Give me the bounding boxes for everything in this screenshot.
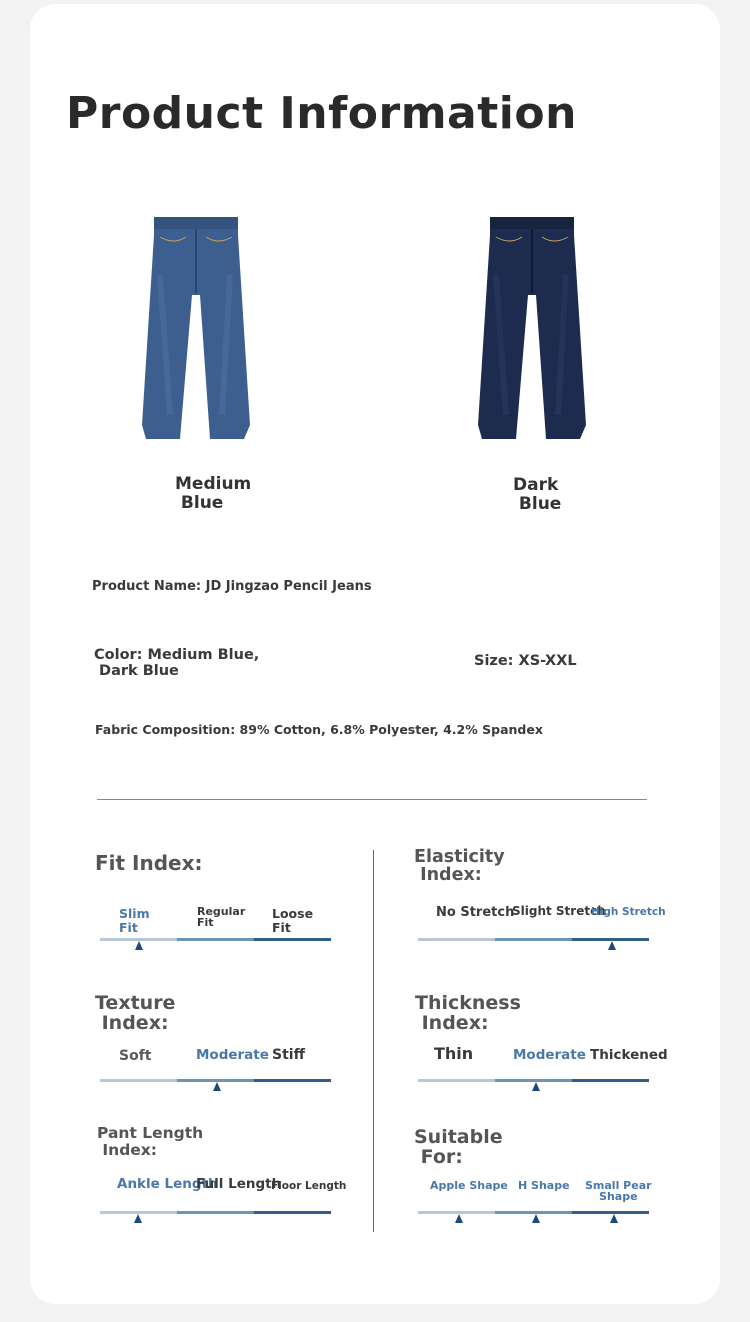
variant-label-dark-blue: Dark Blue [513,475,562,514]
thickness-option-thin: Thin [434,1044,474,1063]
thickness-index-title: Thickness Index: [415,992,521,1034]
suitable-marker-small-pear-shape [610,1214,618,1223]
elasticity-index-title: Elasticity Index: [414,847,505,885]
product-size: Size: XS-XXL [474,653,577,669]
product-name: Product Name: JD Jingzao Pencil Jeans [92,579,372,594]
fabric-composition: Fabric Composition: 89% Cotton, 6.8% Polyester, 4.2% Spandex [95,722,543,737]
suitable-marker-h-shape [532,1214,540,1223]
elasticity-option-no-stretch: No Stretch [436,905,515,920]
pant-length-option-full: Full Length [196,1176,282,1192]
column-divider [373,850,374,1232]
page-title: Product Information [66,88,577,139]
suitable-option-h-shape: H Shape [518,1179,570,1192]
fit-index-marker [135,941,143,950]
fit-index-title: Fit Index: [95,851,203,875]
variant-label-medium-blue: Medium Blue [175,474,252,513]
pant-length-option-floor: Floor Length [271,1180,347,1192]
elasticity-option-high-stretch: High Stretch [591,906,666,918]
pant-length-index-marker [134,1214,142,1223]
texture-option-stiff: Stiff [272,1047,305,1063]
dark-blue-jeans-image [476,215,591,443]
fit-option-regular: Regular Fit [197,905,246,929]
section-divider [97,799,647,800]
fit-option-loose: Loose Fit [272,906,314,935]
thickness-option-thickened: Thickened [590,1047,668,1063]
thickness-option-moderate: Moderate [513,1047,586,1063]
product-color: Color: Medium Blue, Dark Blue [94,647,260,679]
texture-option-soft: Soft [119,1048,152,1064]
thickness-index-marker [532,1082,540,1091]
elasticity-index-marker [608,941,616,950]
suitable-marker-apple-shape [455,1214,463,1223]
pant-length-option-ankle: Ankle Length [117,1176,218,1192]
suitable-for-title: Suitable For: [414,1126,503,1168]
fit-option-slim: Slim Fit [119,906,150,935]
texture-index-marker [213,1082,221,1091]
medium-blue-jeans-image [140,215,255,443]
elasticity-option-slight-stretch: Slight Stretch [512,904,606,918]
pant-length-index-title: Pant Length Index: [97,1124,204,1159]
suitable-option-apple-shape: Apple Shape [430,1179,508,1192]
texture-index-title: Texture Index: [95,992,176,1034]
texture-option-moderate: Moderate [196,1047,269,1063]
suitable-option-small-pear-shape: Small Pear Shape [585,1179,652,1203]
